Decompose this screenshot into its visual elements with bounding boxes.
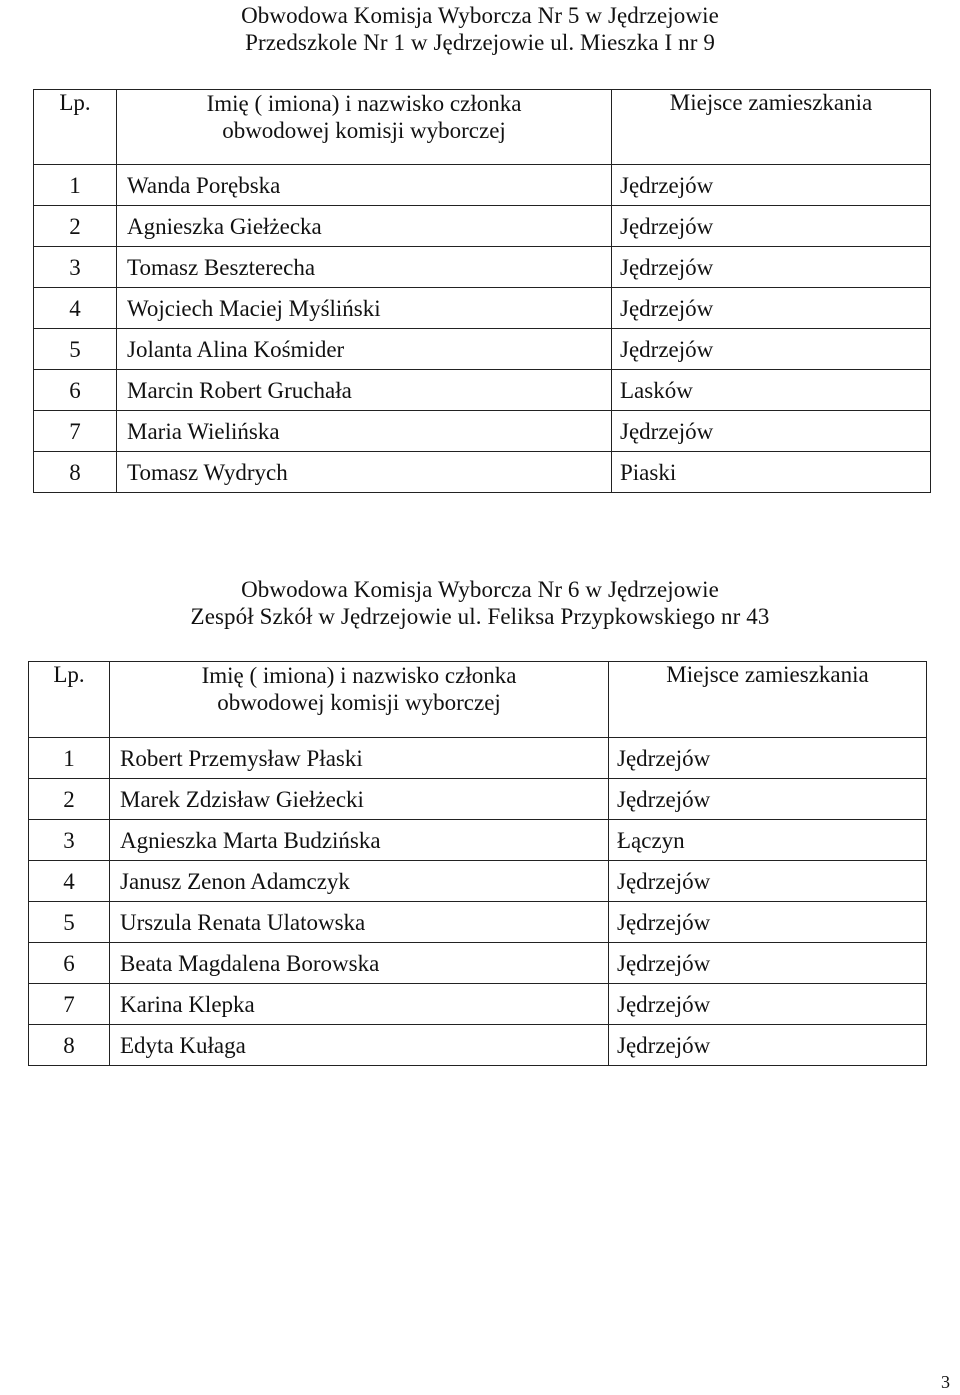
table-row <box>34 411 931 452</box>
row-name: Maria Wielińska <box>117 411 612 452</box>
header-lp: Lp. <box>34 90 117 165</box>
header-name-line2: obwodowej komisji wyborczej <box>217 690 501 715</box>
row-name: Tomasz Beszterecha <box>117 247 612 288</box>
row-place: Jędrzejów <box>609 902 927 943</box>
section1-title-line2: Przedszkole Nr 1 w Jędrzejowie ul. Mieszka I nr 9 <box>245 30 715 55</box>
row-lp: 3 <box>34 247 117 288</box>
header-name <box>117 90 612 165</box>
row-name: Jolanta Alina Kośmider <box>117 329 612 370</box>
row-place: Jędrzejów <box>612 206 931 247</box>
table-row <box>34 370 931 411</box>
table-row <box>29 779 927 820</box>
row-name: Agnieszka Marta Budzińska <box>110 820 609 861</box>
row-lp: 5 <box>34 329 117 370</box>
row-lp: 2 <box>29 779 110 820</box>
row-place: Łączyn <box>609 820 927 861</box>
row-place: Jędrzejów <box>612 247 931 288</box>
row-place: Jędrzejów <box>612 411 931 452</box>
row-lp: 7 <box>29 984 110 1025</box>
header-name-line1: Imię ( imiona) i nazwisko członka <box>201 663 517 688</box>
table-row <box>34 329 931 370</box>
section2-members-table <box>28 661 927 1066</box>
table-row <box>29 738 927 779</box>
section1-table-body <box>34 165 931 493</box>
row-place: Jędrzejów <box>609 861 927 902</box>
row-name: Agnieszka Giełżecka <box>117 206 612 247</box>
section2-heading <box>0 576 960 630</box>
row-name: Janusz Zenon Adamczyk <box>110 861 609 902</box>
row-name: Karina Klepka <box>110 984 609 1025</box>
row-place: Jędrzejów <box>609 738 927 779</box>
row-name: Robert Przemysław Płaski <box>110 738 609 779</box>
row-name: Marek Zdzisław Giełżecki <box>110 779 609 820</box>
row-name: Wojciech Maciej Myśliński <box>117 288 612 329</box>
table-row <box>34 165 931 206</box>
header-name-line1: Imię ( imiona) i nazwisko członka <box>206 91 522 116</box>
row-lp: 1 <box>29 738 110 779</box>
row-place: Jędrzejów <box>609 1025 927 1066</box>
row-lp: 5 <box>29 902 110 943</box>
page-number: 3 <box>941 1372 950 1392</box>
table-header-row <box>29 662 927 738</box>
row-place: Jędrzejów <box>609 984 927 1025</box>
row-name: Marcin Robert Gruchała <box>117 370 612 411</box>
row-lp: 3 <box>29 820 110 861</box>
row-lp: 2 <box>34 206 117 247</box>
row-lp: 1 <box>34 165 117 206</box>
table-row <box>29 1025 927 1066</box>
table-row <box>29 820 927 861</box>
row-lp: 6 <box>29 943 110 984</box>
row-place: Jędrzejów <box>609 779 927 820</box>
row-lp: 4 <box>29 861 110 902</box>
row-place: Jędrzejów <box>612 165 931 206</box>
table-row <box>29 943 927 984</box>
row-lp: 7 <box>34 411 117 452</box>
table-row <box>29 902 927 943</box>
table-row <box>34 247 931 288</box>
section2-title-line1: Obwodowa Komisja Wyborcza Nr 6 w Jędrzejowie <box>241 577 719 602</box>
row-lp: 6 <box>34 370 117 411</box>
row-name: Edyta Kułaga <box>110 1025 609 1066</box>
table-row <box>34 288 931 329</box>
header-name <box>110 662 609 738</box>
row-lp: 4 <box>34 288 117 329</box>
row-name: Urszula Renata Ulatowska <box>110 902 609 943</box>
table-row <box>29 861 927 902</box>
section2-title-line2: Zespół Szkół w Jędrzejowie ul. Feliksa Przypkowskiego nr 43 <box>190 604 770 629</box>
row-place: Jędrzejów <box>609 943 927 984</box>
section1-members-table <box>33 89 931 493</box>
row-name: Beata Magdalena Borowska <box>110 943 609 984</box>
row-place: Piaski <box>612 452 931 493</box>
header-place: Miejsce zamieszkania <box>612 90 931 165</box>
row-name: Wanda Porębska <box>117 165 612 206</box>
section1-title-line1: Obwodowa Komisja Wyborcza Nr 5 w Jędrzejowie <box>241 3 719 28</box>
row-lp: 8 <box>34 452 117 493</box>
row-place: Lasków <box>612 370 931 411</box>
table-row <box>34 206 931 247</box>
row-name: Tomasz Wydrych <box>117 452 612 493</box>
section2-table-body <box>29 738 927 1066</box>
table-row <box>29 984 927 1025</box>
header-place: Miejsce zamieszkania <box>609 662 927 738</box>
header-name-line2: obwodowej komisji wyborczej <box>222 118 506 143</box>
header-lp: Lp. <box>29 662 110 738</box>
section1-heading <box>0 2 960 56</box>
row-place: Jędrzejów <box>612 329 931 370</box>
table-row <box>34 452 931 493</box>
row-place: Jędrzejów <box>612 288 931 329</box>
row-lp: 8 <box>29 1025 110 1066</box>
table-header-row <box>34 90 931 165</box>
